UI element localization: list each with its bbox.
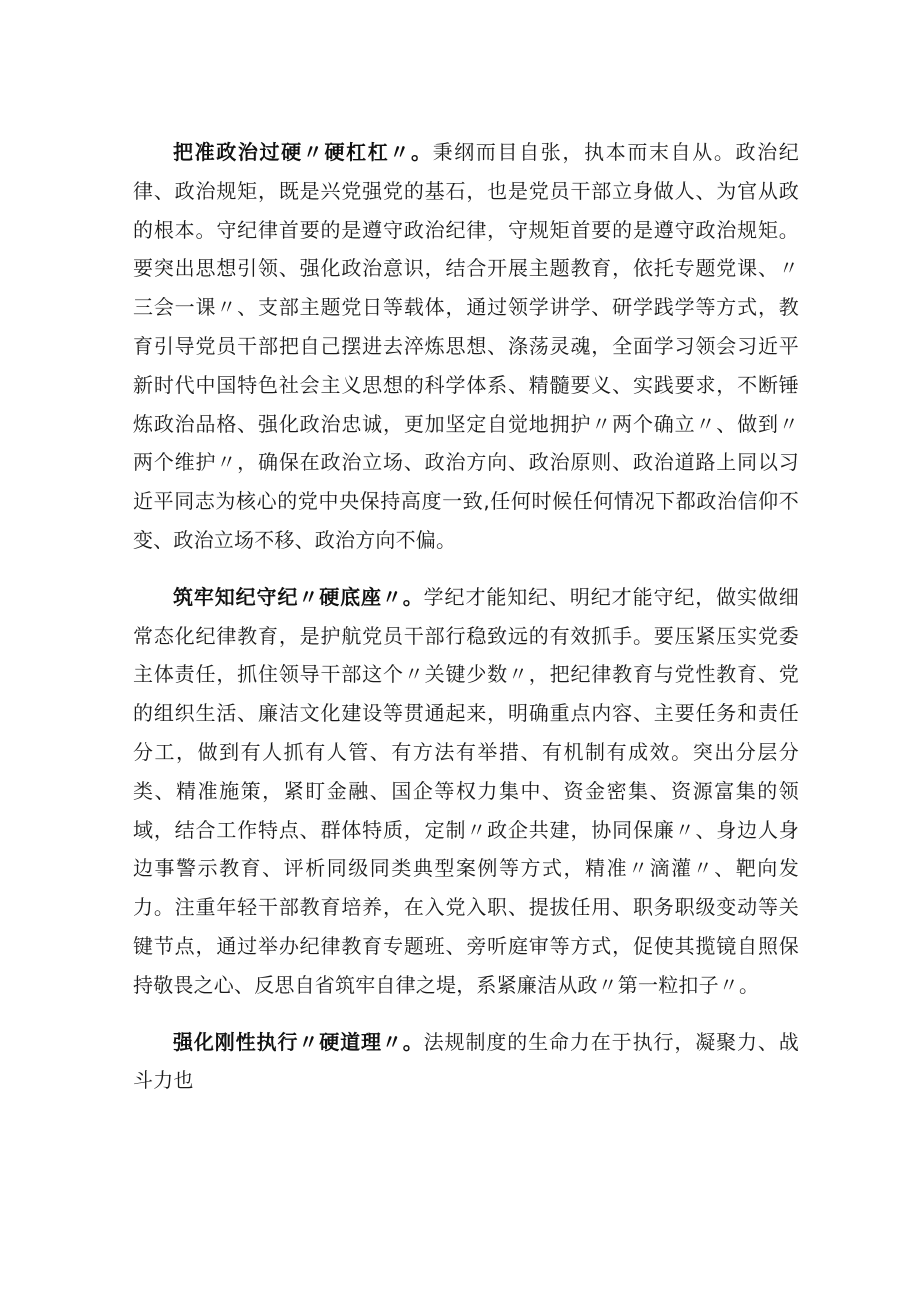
- paragraph-heading: 强化刚性执行〃硬道理〃。: [173, 1029, 424, 1054]
- paragraph-heading: 筑牢知纪守纪〃硬底座〃。: [173, 584, 424, 609]
- document-body: [133, 133, 799, 1118]
- paragraph-discipline-education: [133, 578, 799, 1005]
- paragraph-political-discipline: [133, 133, 799, 560]
- paragraph-text: 学纪才能知纪、明纪才能守纪，做实做细常态化纪律教育，是护航党员干部行稳致远的有效抓手。要压紧压实党委主体责任，抓住领导干部这个〃关键少数〃，把纪律教育与党性教育、党的组织生活、廉洁文化建设等贯通起来，明确重点内容、主要任务和责任分工，做到有人抓有人管、有方法有举措、有机制有成效。突出分层分类、精准施策，紧盯金融、国企等权力集中、资金密集、资源富集的领域，结合工作特点、群体特质，定制〃政企共建，协同保廉〃、身边人身边事警示教育、评析同级同类典型案例等方式，精准〃滴灌〃、靶向发力。注重年轻干部教育培养，在入党入职、提拔任用、职务职级变动等关键节点，通过举办纪律教育专题班、旁听庭审等方式，促使其揽镜自照保持敬畏之心、反思自省筑牢自律之堤，系紧廉洁从政〃第一粒扣子〃。: [133, 584, 799, 997]
- paragraph-text: 秉纲而目自张，执本而末自从。政治纪律、政治规矩，既是兴党强党的基石，也是党员干部立身做人、为官从政的根本。守纪律首要的是遵守政治纪律，守规矩首要的是遵守政治规矩。要突出思想引领、强化政治意识，结合开展主题教育，依托专题党课、〃三会一课〃、支部主题党日等载体，通过领学讲学、研学践学等方式，教育引导党员干部把自己摆进去淬炼思想、涤荡灵魂，全面学习领会习近平新时代中国特色社会主义思想的科学体系、精髓要义、实践要求，不断锤炼政治品格、强化政治忠诚，更加坚定自觉地拥护〃两个确立〃、做到〃两个维护〃，确保在政治立场、政治方向、政治原则、政治道路上同以习近平同志为核心的党中央保持高度一致,任何时候任何情况下都政治信仰不变、政治立场不移、政治方向不偏。: [133, 140, 799, 552]
- paragraph-heading: 把准政治过硬〃硬杠杠〃。: [173, 140, 433, 164]
- paragraph-rigid-execution: [133, 1023, 799, 1101]
- paragraph-text: 法规制度的生命力在于执行，凝聚力、战斗力也: [133, 1029, 799, 1093]
